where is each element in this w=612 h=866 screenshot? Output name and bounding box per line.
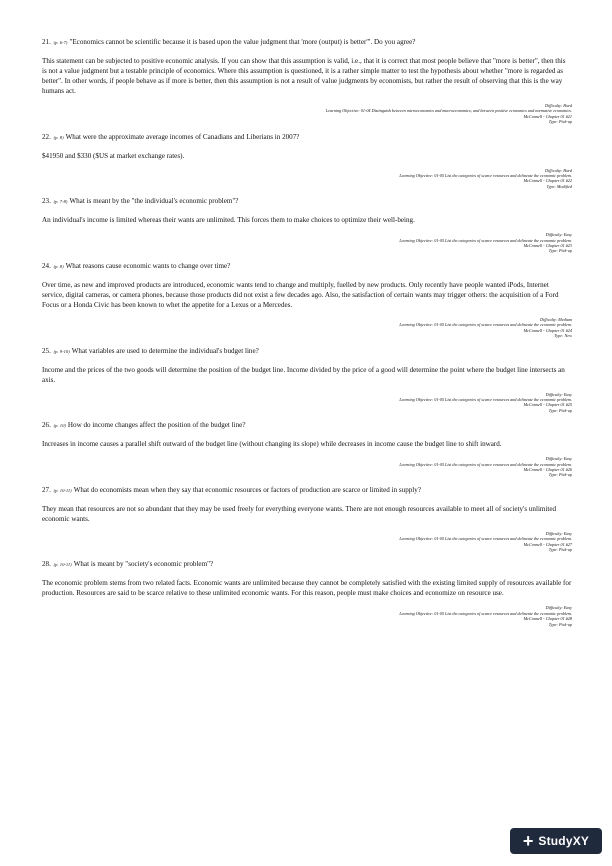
answer-26: Increases in income causes a parallel shift outward of the budget line (without changing its slope) while decreases in income cause the budget line to shift inward. [42, 440, 502, 449]
source: McConnell - Chapter 01 #27 [523, 541, 572, 547]
page-reference: (p. 9-10) [53, 348, 70, 354]
question-text: What reasons cause economic wants to change over time? [65, 261, 231, 270]
answer-27: They mean that resources are not so abundant that they may be used freely for everything everyone wants. There are not enough resources available to meet all of society's unlimited economic wants. [42, 504, 557, 523]
page-reference: (p. 8) [53, 263, 64, 269]
brand-label: StudyXY [538, 834, 590, 848]
question-block-26 [42, 421, 572, 478]
question-number: 21. [42, 38, 51, 46]
question-28 [42, 560, 572, 569]
question-text: How do income changes affect the position of the budget line? [67, 421, 246, 430]
source: McConnell - Chapter 01 #25 [523, 402, 572, 408]
question-type: Type: Pick-up [548, 248, 572, 254]
question-22 [42, 133, 572, 142]
source: McConnell - Chapter 01 #24 [523, 327, 572, 333]
difficulty: Difficulty: Easy [545, 530, 572, 536]
question-meta-24 [42, 317, 572, 339]
difficulty: Difficulty: Medium [540, 316, 572, 322]
question-meta-22 [42, 168, 572, 190]
page-reference: (p. 8) [53, 134, 64, 140]
learning-objective: Learning Objective: 01-05 List the categories of scarce resources and delineate the economic problem. [399, 237, 572, 243]
learning-objective: Learning Objective: 01-05 List the categories of scarce resources and delineate the economic problem. [399, 173, 572, 179]
answer-25: Income and the prices of the two goods will determine the position of the budget line. Income divided by the price of a good will determine the point where the budget line intersects an axis. [42, 365, 565, 384]
learning-objective: Learning Objective: 01-05 List the categories of scarce resources and delineate the economic problem. [399, 610, 572, 616]
question-25 [42, 347, 572, 356]
question-23 [42, 197, 572, 206]
source: McConnell - Chapter 01 #28 [523, 616, 572, 622]
question-meta-28 [42, 605, 572, 627]
page-reference: (p. 10) [53, 423, 66, 429]
question-text: What is meant by the "the individual's economic problem"? [69, 197, 239, 206]
learning-objective: Learning Objective: 01-05 List the categories of scarce resources and delineate the economic problem. [399, 536, 572, 542]
source: McConnell - Chapter 01 #23 [523, 243, 572, 249]
page-reference: (p. 7-8) [53, 199, 68, 205]
learning-objective: Learning Objective: 01-05 List the categories of scarce resources and delineate the economic problem. [399, 461, 572, 467]
difficulty: Difficulty: Easy [545, 605, 572, 611]
plus-icon: + [522, 831, 534, 851]
source: McConnell - Chapter 01 #22 [523, 178, 572, 184]
difficulty: Difficulty: Easy [545, 232, 572, 238]
difficulty: Difficulty: Easy [545, 391, 572, 397]
question-type: Type: Pick-up [548, 119, 572, 125]
answer-21: This statement can be subjected to positive economic analysis. If you can show that this assumption is valid, i.e., that it is correct that most people believe that "more is better", then this is not a value judgment but a testable principle of economics. Where this assumption is questioned, it is a rather simple matter to test the hypothesis about whether "more is regarded as better". In other words, if people behave as if more is better, then this assumption is not a result of value judgments by economists, but rather the result of observing that this is the way humans act. [42, 57, 566, 95]
question-type: Type: New [554, 333, 572, 339]
learning-objective: Learning Objective: 01-04 Distinguish between microeconomics and macroeconomics; and between positive economics and normative economics. [325, 108, 572, 114]
question-text: What is meant by "society's economic problem"? [73, 560, 214, 569]
question-type: Type: Pick-up [548, 472, 572, 478]
question-27 [42, 486, 572, 495]
question-21 [42, 38, 572, 47]
studyxy-logo [510, 828, 602, 854]
question-number: 23. [42, 197, 51, 206]
answer-22: $41950 and $330 ($US at market exchange rates). [42, 151, 185, 160]
question-meta-25 [42, 392, 572, 414]
page-reference: (p. 6-7) [53, 40, 68, 45]
question-meta-23 [42, 232, 572, 254]
question-block-28 [42, 560, 572, 627]
page-reference: (p. 10-11) [53, 487, 72, 493]
question-block-27 [42, 486, 572, 553]
question-block-22 [42, 133, 572, 190]
question-block-21 [42, 38, 572, 125]
difficulty: Difficulty: Easy [545, 456, 572, 462]
answer-28: The economic problem stems from two related facts. Economic wants are unlimited because they cannot be completely satisfied with the existing limited supply of resources available for production. Resources are said to be scarce relative to these unlimited economic wants. For this reason, people must make choices and economize on resource use. [42, 579, 572, 598]
source: McConnell - Chapter 01 #21 [523, 113, 572, 119]
learning-objective: Learning Objective: 01-05 List the categories of scarce resources and delineate the economic problem. [399, 396, 572, 402]
learning-objective: Learning Objective: 01-05 List the categories of scarce resources and delineate the economic problem. [399, 322, 572, 328]
question-meta-27 [42, 531, 572, 553]
source: McConnell - Chapter 01 #26 [523, 466, 572, 472]
question-meta-21 [42, 103, 572, 125]
question-number: 22. [42, 132, 51, 141]
question-24 [42, 262, 572, 271]
question-meta-26 [42, 456, 572, 478]
question-number: 24. [42, 261, 51, 270]
question-text: What were the approximate average incomes of Canadians and Liberians in 2007? [65, 132, 300, 141]
question-type: Type: Pick-up [548, 407, 572, 413]
document-page [42, 38, 572, 627]
question-block-23 [42, 197, 572, 254]
answer-24: Over time, as new and improved products are introduced, economic wants tend to change and multiply, fuelled by new products. Only recently have people wanted iPods, Internet service, digital cameras, or camera phones, because those products did not exist a few decades ago. Also, the satisfaction of certain wants may trigger others: the acquisition of a Ford Focus or a Honda Civic has been known to whet the appetite for a Lexus or a Mercedes. [42, 280, 559, 309]
answer-23: An individual's income is limited whereas their wants are unlimited. This forces them to make choices to optimize their well-being. [42, 216, 415, 225]
question-type: Type: Pick-up [548, 621, 572, 627]
page-reference: (p. 10-11) [53, 562, 72, 568]
question-type: Type: Modified [546, 183, 572, 189]
question-number: 28. [42, 560, 51, 569]
difficulty: Difficulty: Hard [545, 167, 572, 173]
question-26 [42, 421, 572, 430]
question-text: What variables are used to determine the individual's budget line? [71, 346, 259, 355]
question-block-24 [42, 262, 572, 339]
question-block-25 [42, 347, 572, 414]
question-number: 26. [42, 421, 51, 430]
difficulty: Difficulty: Hard [545, 103, 572, 108]
question-number: 25. [42, 346, 51, 355]
question-text: What do economists mean when they say that economic resources or factors of production are scarce or limited in supply? [73, 485, 421, 494]
question-type: Type: Pick-up [548, 546, 572, 552]
question-text: "Economics cannot be scientific because it is based upon the value judgment that 'more (output) is better'". Do you agree? [69, 38, 416, 46]
question-number: 27. [42, 485, 51, 494]
